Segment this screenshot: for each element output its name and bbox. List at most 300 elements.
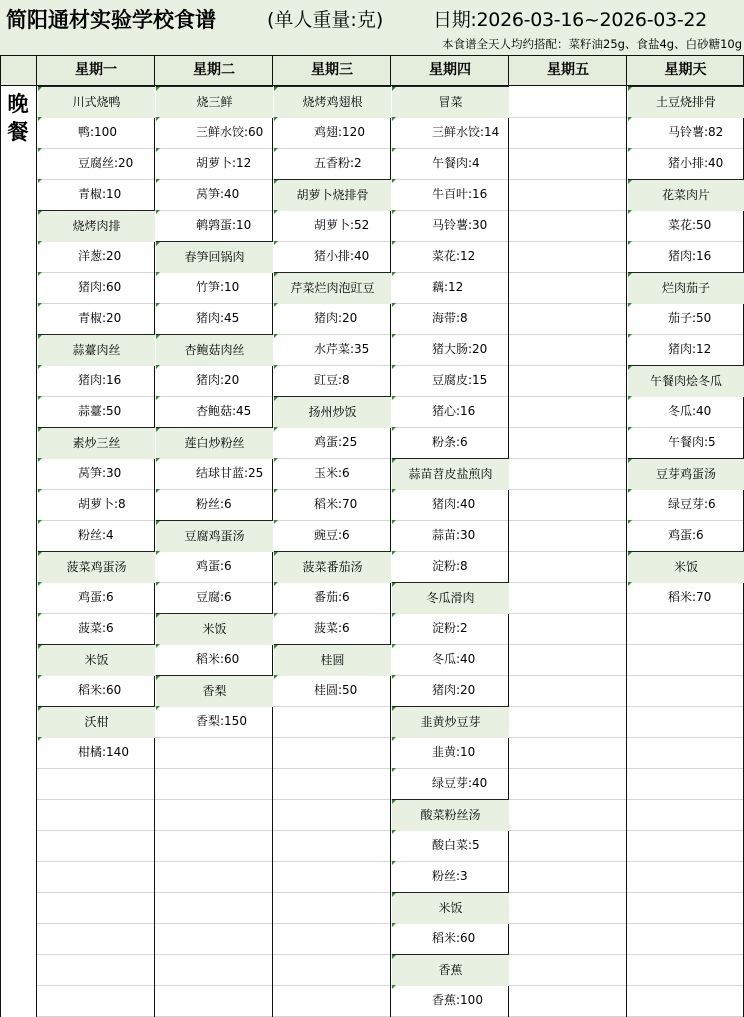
cell-corner-marker (38, 211, 42, 215)
ingredient-label: 胡萝卜:52 (314, 218, 370, 232)
ingredient-amount (38, 489, 155, 520)
ingredient-label: 豆腐皮:15 (432, 373, 488, 387)
cell-corner-marker (392, 675, 396, 679)
ingredient-label: 豆腐丝:20 (78, 156, 134, 170)
ingredient-label: 午餐肉:4 (432, 156, 480, 170)
cell-corner-marker (274, 303, 278, 307)
ingredient-label: 稻米:70 (668, 590, 712, 604)
ingredient-label: 青椒:20 (78, 311, 122, 325)
dish-name (274, 396, 391, 428)
ingredient-amount (392, 768, 509, 799)
dish-label: 米饭 (438, 901, 463, 915)
dish-name (38, 210, 155, 242)
cell-corner-marker (274, 552, 278, 556)
ingredient-amount (274, 520, 391, 551)
cell-corner-marker (392, 985, 396, 989)
ingredient-label: 莴笋:30 (78, 466, 122, 480)
ingredient-amount (156, 706, 273, 737)
ingredient-amount (274, 303, 391, 334)
ingredient-label: 青椒:10 (78, 187, 122, 201)
dish-label: 素炒三丝 (72, 436, 121, 450)
ingredient-label: 豌豆:6 (314, 528, 350, 542)
ingredient-label: 绿豆芽:40 (432, 776, 488, 790)
cell-corner-marker (156, 365, 160, 369)
cell-corner-marker (38, 489, 42, 493)
dish-label: 香梨 (202, 684, 227, 698)
ingredient-label: 牛百叶:16 (432, 187, 488, 201)
ingredient-amount (392, 985, 509, 1016)
ingredient-label: 韭黄:10 (432, 745, 476, 759)
ingredient-amount (392, 613, 509, 644)
cell-corner-marker (392, 551, 396, 555)
ingredient-label: 马铃薯:30 (432, 218, 488, 232)
cell-corner-marker (38, 241, 42, 245)
ingredient-amount (628, 241, 744, 272)
ingredient-label: 冬瓜:40 (432, 652, 476, 666)
dish-label: 烂肉茄子 (661, 281, 710, 295)
ingredient-label: 菠菜:6 (314, 621, 350, 635)
dish-name (628, 179, 744, 211)
ingredient-label: 三鲜水饺:60 (196, 125, 264, 139)
ingredient-amount (156, 551, 273, 582)
day-header: 星期四 (429, 62, 471, 78)
ingredient-amount (628, 334, 744, 365)
cell-corner-marker (156, 614, 160, 618)
dish-name (628, 272, 744, 304)
ingredient-label: 鸡蛋:25 (314, 435, 358, 449)
ingredient-label: 蒜薹:50 (78, 404, 122, 418)
cell-corner-marker (628, 148, 632, 152)
dish-label: 蒜苗苕皮盐煎肉 (408, 467, 493, 481)
ingredient-amount (274, 241, 391, 272)
ingredient-label: 午餐肉:5 (668, 435, 716, 449)
cell-corner-marker (392, 830, 396, 834)
cell-corner-marker (274, 365, 278, 369)
ingredient-amount (274, 427, 391, 458)
cell-corner-marker (392, 768, 396, 772)
cell-corner-marker (156, 272, 160, 276)
ingredient-label: 玉米:6 (314, 466, 350, 480)
cell-corner-marker (38, 272, 42, 276)
ingredient-amount (392, 737, 509, 768)
ingredient-amount (156, 365, 273, 396)
ingredient-label: 菜花:12 (432, 249, 476, 263)
ingredient-amount (392, 334, 509, 365)
ingredient-amount (38, 148, 155, 179)
cell-corner-marker (156, 148, 160, 152)
dish-label: 川式烧鸭 (72, 95, 121, 109)
dish-label: 烧三鲜 (196, 95, 233, 109)
note-row (0, 33, 744, 55)
cell-corner-marker (38, 148, 42, 152)
ingredient-label: 猪肉:60 (78, 280, 122, 294)
cell-corner-marker (274, 87, 278, 91)
dish-name (274, 179, 391, 211)
title-bar (0, 0, 744, 34)
cell-corner-marker (392, 148, 396, 152)
dish-label: 米饭 (673, 560, 698, 574)
ingredient-amount (392, 210, 509, 241)
dish-label: 菠菜番茄汤 (302, 560, 363, 574)
dish-name (392, 799, 509, 831)
cell-corner-marker (392, 272, 396, 276)
ingredient-label: 猪肉:16 (668, 249, 712, 263)
ingredient-label: 胡萝卜:8 (78, 497, 126, 511)
cell-corner-marker (38, 117, 42, 121)
ingredient-label: 猪小排:40 (314, 249, 370, 263)
cell-corner-marker (156, 179, 160, 183)
dish-label: 烧烤肉排 (72, 219, 121, 233)
ingredient-amount (392, 365, 509, 396)
ingredient-amount (628, 303, 744, 334)
dish-name (392, 582, 509, 614)
dish-name (38, 706, 155, 738)
cell-corner-marker (156, 242, 160, 246)
cell-corner-marker (392, 893, 396, 897)
ingredient-label: 鸡蛋:6 (78, 590, 114, 604)
cell-corner-marker (274, 241, 278, 245)
ingredient-label: 竹笋:10 (196, 280, 240, 294)
cell-corner-marker (274, 180, 278, 184)
dish-name (628, 458, 744, 490)
ingredient-label: 茄子:50 (668, 311, 712, 325)
date-range: 日期:2026-03-16~2026-03-22 (433, 9, 707, 31)
ingredient-amount (38, 582, 155, 613)
ingredient-amount (274, 458, 391, 489)
dish-name (156, 427, 273, 459)
cell-corner-marker (156, 303, 160, 307)
ingredient-label: 猪肉:20 (432, 683, 476, 697)
dish-name (628, 365, 744, 397)
dish-name (392, 86, 509, 118)
ingredient-label: 香蕉:100 (432, 993, 483, 1007)
dish-name (274, 86, 391, 118)
column-divider (626, 55, 627, 1017)
ingredient-amount (392, 861, 509, 892)
ingredient-amount (392, 272, 509, 303)
ingredient-label: 鸭:100 (78, 125, 117, 139)
ingredient-amount (38, 241, 155, 272)
cell-corner-marker (156, 210, 160, 214)
cell-corner-marker (628, 489, 632, 493)
ingredient-label: 猪心:16 (432, 404, 476, 418)
cell-corner-marker (392, 861, 396, 865)
cell-corner-marker (628, 366, 632, 370)
ingredient-label: 猪肉:20 (196, 373, 240, 387)
dish-label: 芹菜烂肉泡豇豆 (290, 281, 375, 295)
ingredient-amount (392, 551, 509, 582)
ingredient-label: 藕:12 (432, 280, 464, 294)
ingredient-label: 绿豆芽:6 (668, 497, 716, 511)
ingredient-label: 冬瓜:40 (668, 404, 712, 418)
ingredient-amount (628, 148, 744, 179)
cell-corner-marker (156, 458, 160, 462)
cell-corner-marker (38, 737, 42, 741)
cell-corner-marker (628, 303, 632, 307)
cell-corner-marker (156, 644, 160, 648)
ingredient-amount (392, 396, 509, 427)
cell-corner-marker (392, 955, 396, 959)
dish-label: 桂圆 (320, 653, 345, 667)
ingredient-label: 鸡蛋:6 (668, 528, 704, 542)
ingredient-label: 水芹菜:35 (314, 342, 370, 356)
ingredient-label: 稻米:60 (432, 931, 476, 945)
cell-corner-marker (274, 117, 278, 121)
ingredient-label: 香梨:150 (196, 714, 247, 728)
ingredient-label: 猪小排:40 (668, 156, 724, 170)
cell-corner-marker (156, 521, 160, 525)
ingredient-label: 淀粉:2 (432, 621, 468, 635)
ingredient-amount (274, 582, 391, 613)
day-header: 星期一 (75, 62, 117, 78)
ingredient-amount (392, 520, 509, 551)
cell-corner-marker (392, 800, 396, 804)
ingredient-amount (628, 427, 744, 458)
cell-corner-marker (274, 397, 278, 401)
ingredient-amount (38, 117, 155, 148)
cell-corner-marker (38, 87, 42, 91)
cell-corner-marker (392, 613, 396, 617)
cell-corner-marker (392, 117, 396, 121)
cell-corner-marker (392, 427, 396, 431)
ingredient-label: 桂圆:50 (314, 683, 358, 697)
ingredient-amount (392, 830, 509, 861)
cell-corner-marker (392, 334, 396, 338)
ingredient-amount (628, 489, 744, 520)
ingredient-amount (38, 613, 155, 644)
cell-corner-marker (274, 210, 278, 214)
ingredient-label: 五香粉:2 (314, 156, 362, 170)
day-header: 星期三 (311, 62, 353, 78)
cell-corner-marker (274, 582, 278, 586)
ingredient-amount (156, 272, 273, 303)
dish-label: 豆腐鸡蛋汤 (184, 529, 245, 543)
day-header: 星期二 (193, 62, 235, 78)
dish-name (628, 86, 744, 118)
ingredient-amount (274, 210, 391, 241)
ingredient-amount (156, 396, 273, 427)
unit-label: (单人重量:克) (267, 9, 384, 31)
dish-label: 蒜薹肉丝 (72, 343, 121, 357)
ingredient-amount (156, 489, 273, 520)
ingredient-label: 蒜苗:30 (432, 528, 476, 542)
dish-name (392, 458, 509, 490)
ingredient-label: 猪肉:40 (432, 497, 476, 511)
ingredient-label: 结球甘蓝:25 (196, 466, 264, 480)
cell-corner-marker (38, 428, 42, 432)
ingredient-amount (628, 117, 744, 148)
ingredient-amount (156, 148, 273, 179)
ingredient-label: 粉条:6 (432, 435, 468, 449)
cell-corner-marker (274, 427, 278, 431)
dish-name (156, 241, 273, 273)
cell-corner-marker (38, 179, 42, 183)
ingredient-label: 豇豆:8 (314, 373, 350, 387)
cell-corner-marker (392, 179, 396, 183)
dish-name (38, 551, 155, 583)
ingredient-label: 粉丝:4 (78, 528, 114, 542)
dish-name (392, 706, 509, 738)
cell-corner-marker (628, 334, 632, 338)
column-divider (0, 55, 1, 1017)
cell-corner-marker (38, 335, 42, 339)
ingredient-amount (156, 644, 273, 675)
ingredient-amount (38, 272, 155, 303)
cell-corner-marker (156, 551, 160, 555)
cell-corner-marker (392, 520, 396, 524)
cell-corner-marker (392, 87, 396, 91)
dish-name (38, 86, 155, 118)
ingredient-amount (392, 675, 509, 706)
cell-corner-marker (156, 489, 160, 493)
ingredient-amount (392, 923, 509, 954)
ingredient-amount (392, 148, 509, 179)
ingredient-amount (38, 675, 155, 706)
dish-name (156, 520, 273, 552)
ingredient-amount (392, 241, 509, 272)
cell-corner-marker (156, 87, 160, 91)
cell-corner-marker (156, 428, 160, 432)
dish-label: 冒菜 (438, 95, 463, 109)
dish-name (274, 551, 391, 583)
ingredient-amount (392, 644, 509, 675)
cell-corner-marker (392, 707, 396, 711)
ingredient-label: 粉丝:3 (432, 869, 468, 883)
ingredient-label: 猪肉:16 (78, 373, 122, 387)
cell-corner-marker (156, 335, 160, 339)
cell-corner-marker (274, 489, 278, 493)
dish-name (628, 551, 744, 583)
cell-corner-marker (156, 582, 160, 586)
ingredient-label: 洋葱:20 (78, 249, 122, 263)
cell-corner-marker (628, 552, 632, 556)
dish-label: 土豆烧排骨 (655, 95, 716, 109)
cell-corner-marker (38, 645, 42, 649)
dish-label: 午餐肉烩冬瓜 (649, 374, 722, 388)
ingredient-label: 胡萝卜:12 (196, 156, 252, 170)
meal-label (3, 90, 33, 146)
cell-corner-marker (156, 396, 160, 400)
ingredient-amount (38, 520, 155, 551)
menu-title: 简阳通材实验学校食谱 (6, 8, 216, 32)
cell-corner-marker (274, 613, 278, 617)
dish-label: 杏鲍菇肉丝 (184, 343, 245, 357)
ingredient-amount (628, 210, 744, 241)
cell-corner-marker (392, 303, 396, 307)
cell-corner-marker (274, 675, 278, 679)
ingredient-amount (274, 117, 391, 148)
ingredient-label: 淀粉:8 (432, 559, 468, 573)
ingredient-label: 稻米:60 (196, 652, 240, 666)
dish-label: 烧烤鸡翅根 (302, 95, 363, 109)
cell-corner-marker (38, 520, 42, 524)
cell-corner-marker (274, 148, 278, 152)
cell-corner-marker (38, 675, 42, 679)
dish-label: 花菜肉片 (661, 188, 710, 202)
ingredient-amount (38, 396, 155, 427)
dish-name (38, 427, 155, 459)
dish-name (156, 86, 273, 118)
dish-name (156, 613, 273, 645)
dish-label: 胡萝卜烧排骨 (296, 188, 369, 202)
cell-corner-marker (274, 334, 278, 338)
column-divider (36, 55, 37, 1017)
cell-corner-marker (628, 396, 632, 400)
ingredient-label: 猪肉:45 (196, 311, 240, 325)
cell-corner-marker (628, 273, 632, 277)
dish-name (156, 675, 273, 707)
ingredient-label: 猪肉:20 (314, 311, 358, 325)
dish-label: 菠菜鸡蛋汤 (66, 560, 127, 574)
cell-corner-marker (628, 520, 632, 524)
cell-corner-marker (628, 210, 632, 214)
cell-corner-marker (156, 706, 160, 710)
ingredient-label: 杏鲍菇:45 (196, 404, 252, 418)
cell-corner-marker (392, 583, 396, 587)
cell-corner-marker (392, 396, 396, 400)
ingredient-amount (274, 675, 391, 706)
cell-corner-marker (392, 644, 396, 648)
dish-label: 冬瓜滑肉 (426, 591, 475, 605)
ingredient-label: 鸡蛋:6 (196, 559, 232, 573)
cell-corner-marker (628, 180, 632, 184)
cell-corner-marker (38, 303, 42, 307)
ingredient-label: 粉丝:6 (196, 497, 232, 511)
ingredient-amount (38, 303, 155, 334)
ingredient-amount (274, 613, 391, 644)
ingredient-amount (274, 334, 391, 365)
ingredient-amount (274, 365, 391, 396)
ingredient-amount (392, 427, 509, 458)
cell-corner-marker (38, 396, 42, 400)
ingredient-amount (628, 396, 744, 427)
dish-label: 豆芽鸡蛋汤 (655, 467, 716, 481)
cell-corner-marker (274, 645, 278, 649)
ingredient-amount (38, 458, 155, 489)
ingredient-amount (628, 520, 744, 551)
meal-label-char: 餐 (7, 119, 29, 144)
cell-corner-marker (392, 923, 396, 927)
cell-corner-marker (392, 365, 396, 369)
cell-corner-marker (392, 489, 396, 493)
cell-corner-marker (628, 582, 632, 586)
ingredient-amount (156, 582, 273, 613)
cell-corner-marker (38, 458, 42, 462)
ingredient-label: 菜花:50 (668, 218, 712, 232)
oil-salt-sugar-note: 本食谱全天人均约搭配：菜籽油25g、食盐4g、白砂糖10g (442, 37, 742, 51)
ingredient-amount (156, 303, 273, 334)
cell-corner-marker (156, 117, 160, 121)
ingredient-amount (392, 489, 509, 520)
cell-corner-marker (156, 676, 160, 680)
dish-label: 米饭 (202, 622, 227, 636)
ingredient-label: 鹌鹑蛋:10 (196, 218, 252, 232)
cell-corner-marker (628, 241, 632, 245)
ingredient-label: 番茄:6 (314, 590, 350, 604)
ingredient-amount (156, 179, 273, 210)
cell-corner-marker (274, 273, 278, 277)
cell-corner-marker (628, 459, 632, 463)
ingredient-amount (392, 179, 509, 210)
ingredient-label: 猪肉:12 (668, 342, 712, 356)
cell-corner-marker (628, 427, 632, 431)
dish-label: 春笋回锅肉 (184, 250, 245, 264)
cell-corner-marker (38, 582, 42, 586)
cell-corner-marker (392, 737, 396, 741)
ingredient-label: 莴笋:40 (196, 187, 240, 201)
dish-name (392, 892, 509, 924)
cell-corner-marker (38, 707, 42, 711)
